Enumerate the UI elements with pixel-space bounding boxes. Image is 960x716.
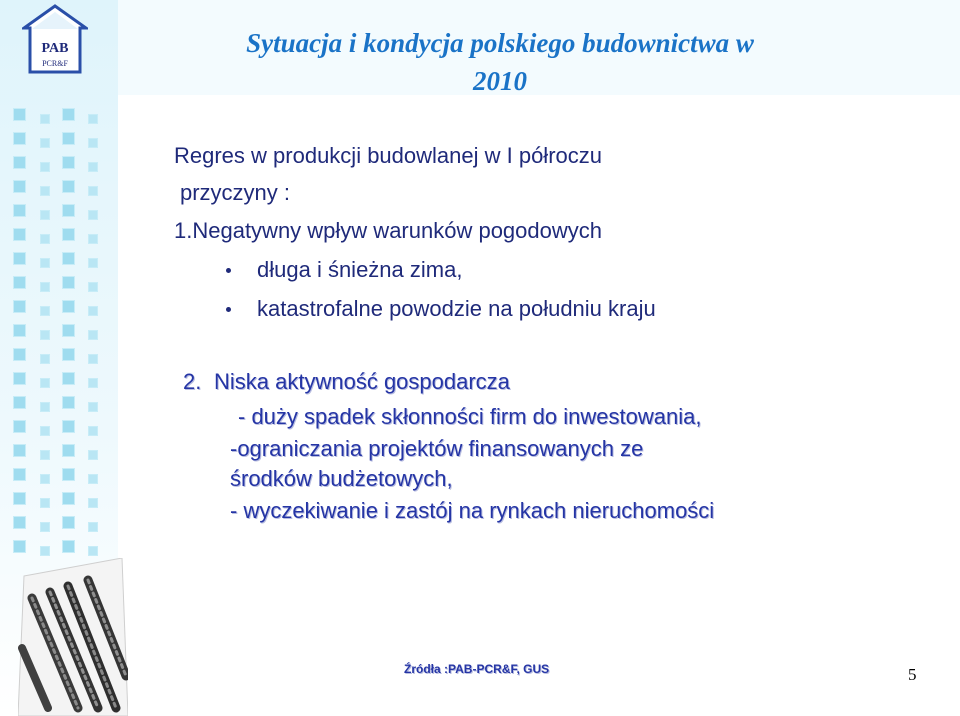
- title-line-1: Sytuacja i kondycja polskiego budownictwa w: [246, 28, 754, 58]
- decorative-square: [40, 210, 50, 220]
- decorative-square: [13, 492, 26, 505]
- decorative-square: [13, 324, 26, 337]
- decorative-square: [13, 348, 26, 361]
- decorative-square: [40, 330, 50, 340]
- decorative-square: [13, 396, 26, 409]
- decorative-square: [88, 162, 98, 172]
- decorative-square: [88, 522, 98, 532]
- decorative-square: [13, 372, 26, 385]
- decorative-square: [40, 402, 50, 412]
- decorative-square: [88, 426, 98, 436]
- decorative-square: [88, 306, 98, 316]
- decorative-square: [62, 324, 75, 337]
- decorative-square: [40, 474, 50, 484]
- cause-2-line: -ograniczania projektów finansowanych ze: [230, 436, 644, 461]
- decorative-square: [88, 186, 98, 196]
- decorative-square: [62, 276, 75, 289]
- decorative-square: [13, 108, 26, 121]
- logo-text: PAB: [41, 41, 69, 56]
- decorative-square: [62, 228, 75, 241]
- title-line-2: 2010: [473, 66, 527, 96]
- decorative-square: [62, 420, 75, 433]
- cause-2-title: Niska aktywność gospodarcza: [214, 369, 510, 394]
- decorative-square: [13, 156, 26, 169]
- decorative-square: [40, 546, 50, 556]
- decorative-square: [40, 114, 50, 124]
- decorative-square: [62, 108, 75, 121]
- decorative-square: [88, 282, 98, 292]
- decorative-square: [88, 330, 98, 340]
- decorative-square: [62, 396, 75, 409]
- decorative-square: [40, 426, 50, 436]
- decorative-square: [40, 186, 50, 196]
- decorative-square: [62, 204, 75, 217]
- logo-subtext: PCR&F: [42, 59, 68, 68]
- decorative-square: [13, 228, 26, 241]
- decorative-square: [13, 420, 26, 433]
- decorative-square: [62, 468, 75, 481]
- decorative-square: [62, 516, 75, 529]
- heading-regres: Regres w produkcji budowlanej w I półroczu: [174, 143, 602, 168]
- decorative-square: [62, 180, 75, 193]
- decorative-square: [88, 138, 98, 148]
- decorative-square: [62, 132, 75, 145]
- decorative-square: [13, 180, 26, 193]
- decorative-square: [62, 492, 75, 505]
- decorative-square: [13, 132, 26, 145]
- decorative-square: [40, 522, 50, 532]
- decorative-square: [13, 444, 26, 457]
- decorative-square: [88, 258, 98, 268]
- decorative-square: [40, 234, 50, 244]
- decorative-square: [62, 540, 75, 553]
- decorative-square: [40, 138, 50, 148]
- decorative-square: [88, 234, 98, 244]
- cause-1-point: katastrofalne powodzie na południu kraju: [257, 296, 656, 321]
- decorative-square: [88, 474, 98, 484]
- decorative-square: [62, 348, 75, 361]
- decorative-square: [62, 252, 75, 265]
- decorative-square: [62, 444, 75, 457]
- decorative-square: [13, 468, 26, 481]
- decorative-square: [13, 516, 26, 529]
- decorative-square: [88, 210, 98, 220]
- decorative-square: [40, 306, 50, 316]
- decorative-square: [13, 252, 26, 265]
- decorative-square: [40, 450, 50, 460]
- cause-2-line: - wyczekiwanie i zastój na rynkach nieruchomości: [230, 498, 715, 523]
- cause-1-point: długa i śnieżna zima,: [257, 257, 463, 282]
- decorative-square: [13, 276, 26, 289]
- decorative-square: [40, 354, 50, 364]
- cause-2-line: - duży spadek skłonności firm do inwestowania,: [238, 404, 702, 429]
- rebar-image: [18, 558, 128, 716]
- decorative-square: [40, 258, 50, 268]
- decorative-square: [88, 546, 98, 556]
- cause-1-title: 1.Negatywny wpływ warunków pogodowych: [174, 218, 602, 243]
- decorative-square: [62, 156, 75, 169]
- decorative-square: [88, 402, 98, 412]
- decorative-square: [13, 540, 26, 553]
- bullet-icon: [226, 307, 231, 312]
- decorative-square: [88, 354, 98, 364]
- decorative-square: [88, 450, 98, 460]
- decorative-square: [40, 378, 50, 388]
- decorative-square: [13, 204, 26, 217]
- decorative-square: [62, 372, 75, 385]
- source-footnote: Źródła :PAB-PCR&F, GUS: [404, 662, 550, 676]
- decorative-square: [88, 498, 98, 508]
- page-title: [150, 24, 850, 100]
- cause-2-line: środków budżetowych,: [230, 466, 453, 491]
- decorative-square: [40, 282, 50, 292]
- decorative-square: [40, 162, 50, 172]
- causes-label: przyczyny :: [180, 180, 291, 205]
- decorative-square: [62, 300, 75, 313]
- bullet-icon: [226, 268, 231, 273]
- page-number: 5: [908, 665, 917, 684]
- pab-logo: [22, 4, 88, 74]
- decorative-square: [88, 114, 98, 124]
- decorative-square: [40, 498, 50, 508]
- decorative-square: [88, 378, 98, 388]
- cause-2-number: 2.: [183, 369, 202, 394]
- decorative-square: [13, 300, 26, 313]
